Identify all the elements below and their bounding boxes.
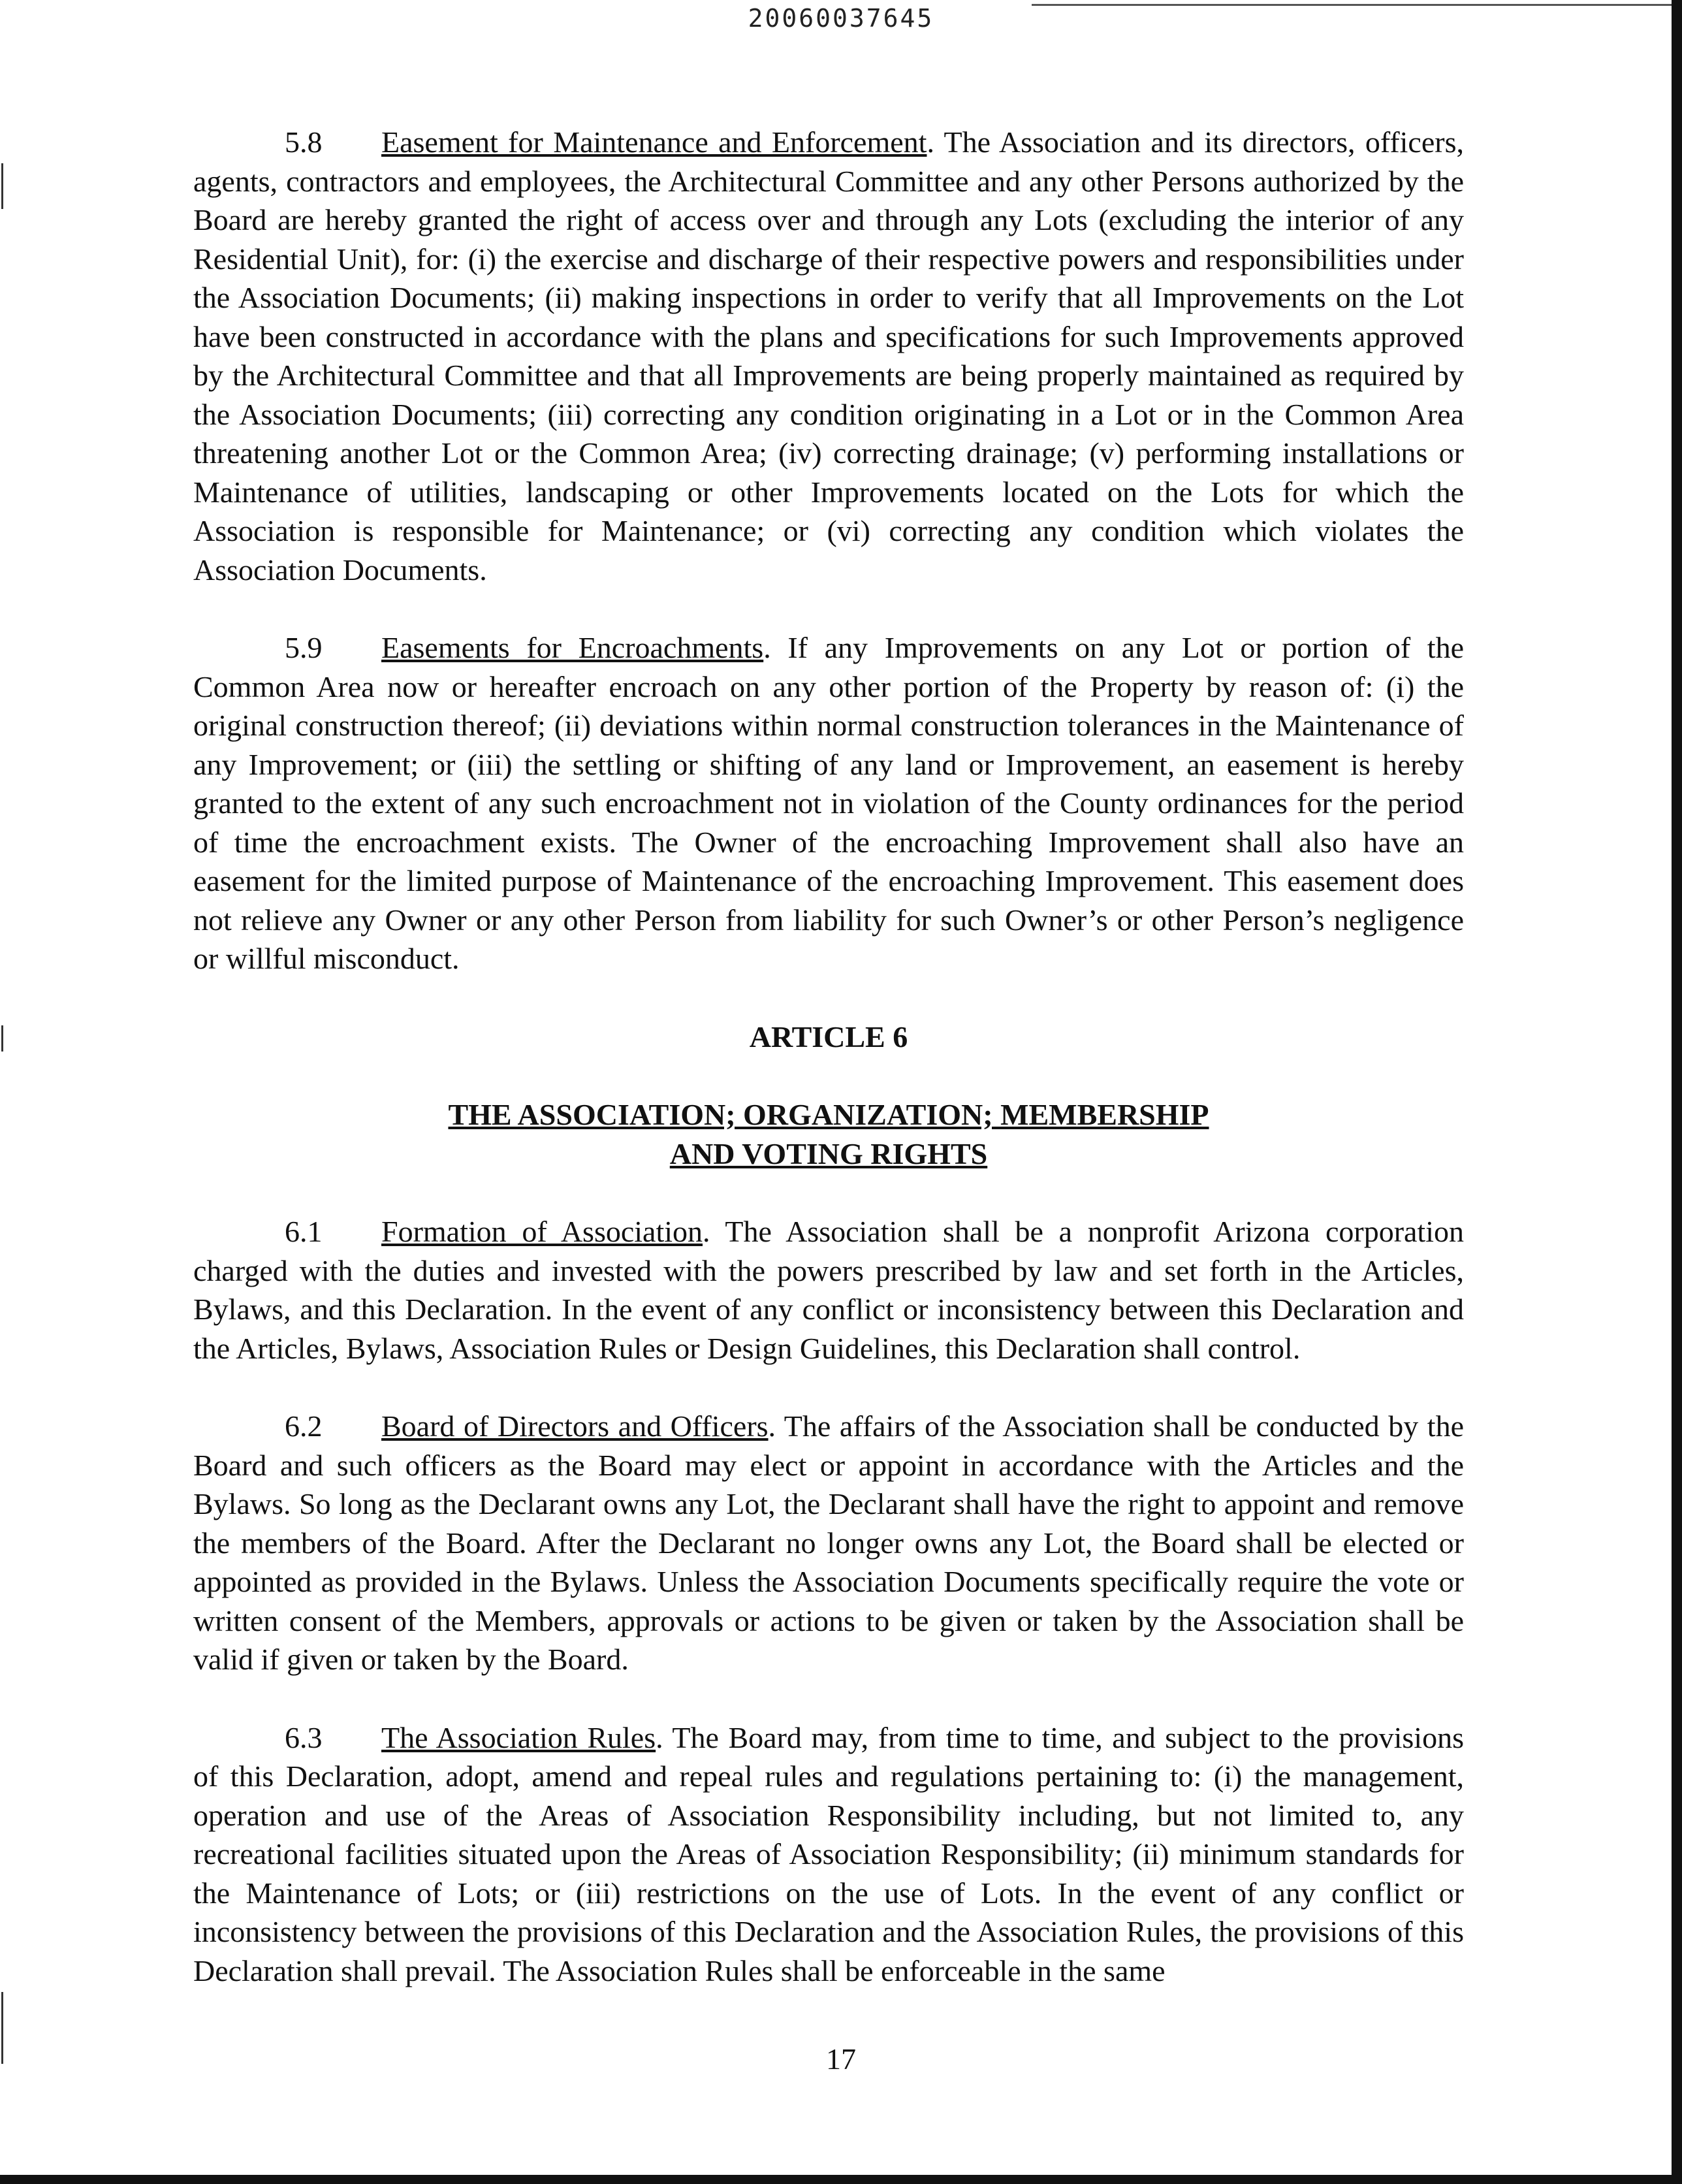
section-5-9 bbox=[193, 628, 1464, 978]
section-body: . The Board may, from time to time, and subject to the provisions of this Declaration, adopt, amend and repeal rules and regulations pertaining to: (i) the management, operation and use of the Areas of Association Responsibility including, but not limited to, any recreational facilities situated upon the Areas of Association Responsibility; (ii) minimum standards for the Maintenance of Lots; or (iii) restrictions on the use of Lots. In the event of any conflict or inconsistency between the provisions of this Declaration and the Association Rules, the provisions of this Declaration shall prevail. The Association Rules shall be enforceable in the same bbox=[193, 1720, 1464, 1987]
section-6-1 bbox=[193, 1212, 1464, 1368]
recording-number: 20060037645 bbox=[748, 4, 934, 33]
section-number: 6.3 bbox=[285, 1720, 323, 1754]
article-title-line-1: THE ASSOCIATION; ORGANIZATION; MEMBERSHIP bbox=[448, 1098, 1209, 1131]
section-heading: Formation of Association bbox=[381, 1215, 703, 1248]
article-title-line-2: AND VOTING RIGHTS bbox=[669, 1136, 988, 1170]
section-number: 6.2 bbox=[285, 1409, 323, 1443]
page-number: 17 bbox=[826, 2042, 856, 2076]
section-heading: Easement for Maintenance and Enforcement bbox=[381, 125, 927, 159]
section-6-2 bbox=[193, 1407, 1464, 1679]
section-body: . The affairs of the Association shall be conducted by the Board and such officers as the Board may elect or appoint in accordance with the Articles and the Bylaws. So long as the Declarant owns any Lot, the Declarant shall have the right to appoint and remove the members of the Board. After the Declarant no longer owns any Lot, the Board shall be elected or appointed as provided in the Bylaws. Unless the Association Documents specifically require the vote or written consent of the Members, approvals or actions to be given or taken by the Association shall be valid if given or taken by the Board. bbox=[193, 1409, 1464, 1676]
section-body: . The Association shall be a nonprofit Arizona corporation charged with the duties and invested with the powers prescribed by law and set forth in the Articles, Bylaws, and this Declaration. In the event of any conflict or inconsistency between this Declaration and the Articles, Bylaws, Association Rules or Design Guidelines, this Declaration shall control. bbox=[193, 1215, 1464, 1365]
scan-edge-right bbox=[1672, 0, 1682, 2184]
section-body: . If any Improvements on any Lot or portion of the Common Area now or hereafter encroach on any other portion of the Property by reason of: (i) the original construction thereof; (ii) deviations within normal construction tolerances in the Maintenance of any Improvement; or (iii) the settling or shifting of any land or Improvement, an easement is hereby granted to the extent of any such encroachment not in violation of the County ordinances for the period of time the encroachment exists. The Owner of the encroaching Improvement shall also have an easement for the limited purpose of Maintenance of the encroaching Improvement. This easement does not relieve any Owner or any other Person from liability for such Owner’s or other Person’s negligence or willful misconduct. bbox=[193, 631, 1464, 975]
section-heading: Board of Directors and Officers bbox=[381, 1409, 769, 1443]
document-body bbox=[193, 123, 1464, 1990]
section-number: 5.9 bbox=[285, 631, 323, 664]
section-number: 6.1 bbox=[285, 1215, 323, 1248]
section-number: 5.8 bbox=[285, 125, 323, 159]
scan-edge-bottom bbox=[0, 2175, 1682, 2184]
scan-mark bbox=[1, 1025, 3, 1052]
article-label: ARTICLE 6 bbox=[749, 1020, 908, 1053]
section-heading: The Association Rules bbox=[381, 1720, 656, 1754]
scan-mark bbox=[1, 163, 3, 209]
section-5-8 bbox=[193, 123, 1464, 589]
section-body: . The Association and its directors, officers, agents, contractors and employees, the Architectural Committee and any other Persons authorized by the Board are hereby granted the right of access over and through any Lots (excluding the interior of any Residential Unit), for: (i) the exercise and discharge of their respective powers and responsibilities under the Association Documents; (ii) making inspections in order to verify that all Improvements on the Lot have been constructed in accordance with the plans and specifications for such Improvements approved by the Architectural Committee and that all Improvements are being properly maintained as required by the Association Documents; (iii) correcting any condition originating in a Lot or in the Common Area threatening another Lot or the Common Area; (iv) correcting drainage; (v) performing installations or Maintenance of utilities, landscaping or other Improvements located on the Lots for which the Association is responsible for Maintenance; or (vi) correcting any condition which violates the Association Documents. bbox=[193, 125, 1464, 586]
section-6-3 bbox=[193, 1718, 1464, 1991]
section-heading: Easements for Encroachments bbox=[381, 631, 764, 664]
